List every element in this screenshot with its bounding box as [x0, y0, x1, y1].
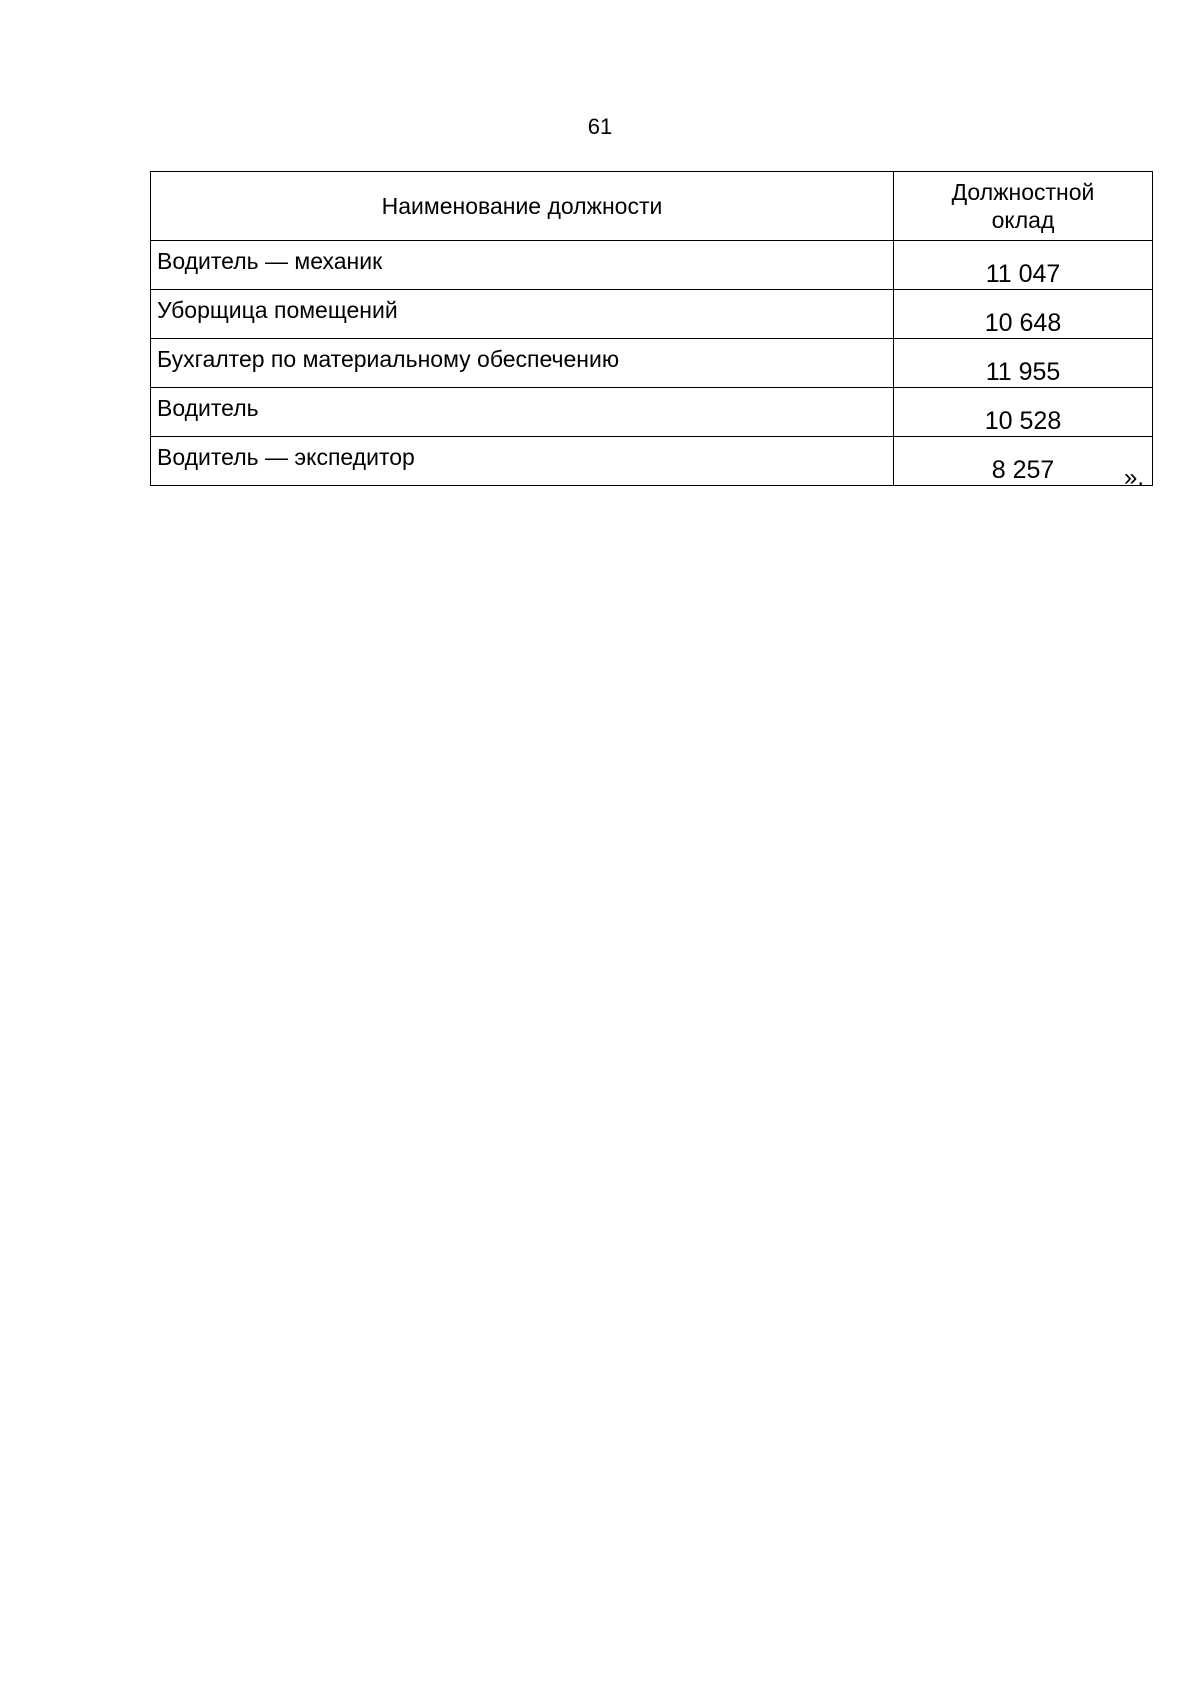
header-position-name: Наименование должности — [151, 172, 894, 241]
position-name-cell: Водитель — механик — [151, 241, 894, 290]
table-row — [151, 339, 1153, 388]
salary-cell: 8 257 — [894, 437, 1153, 486]
header-salary — [894, 172, 1153, 241]
salary-table — [150, 171, 1153, 486]
salary-cell: 11 047 — [894, 241, 1153, 290]
table-row — [151, 388, 1153, 437]
position-name-cell: Водитель — экспедитор — [151, 437, 894, 486]
position-name-cell: Бухгалтер по материальному обеспечению — [151, 339, 894, 388]
table-row — [151, 437, 1153, 486]
page-number: 61 — [587, 114, 613, 139]
salary-cell: 11 955 — [894, 339, 1153, 388]
salary-cell: 10 528 — [894, 388, 1153, 437]
table-header-row — [151, 172, 1153, 241]
header-salary-line1: Должностной — [951, 179, 1095, 205]
table-row — [151, 241, 1153, 290]
header-salary-line2: оклад — [991, 207, 1055, 233]
position-name-cell: Водитель — [151, 388, 894, 437]
position-name-cell: Уборщица помещений — [151, 290, 894, 339]
table-row — [151, 290, 1153, 339]
salary-cell: 10 648 — [894, 290, 1153, 339]
closing-quote-mark: ». — [1124, 464, 1145, 491]
